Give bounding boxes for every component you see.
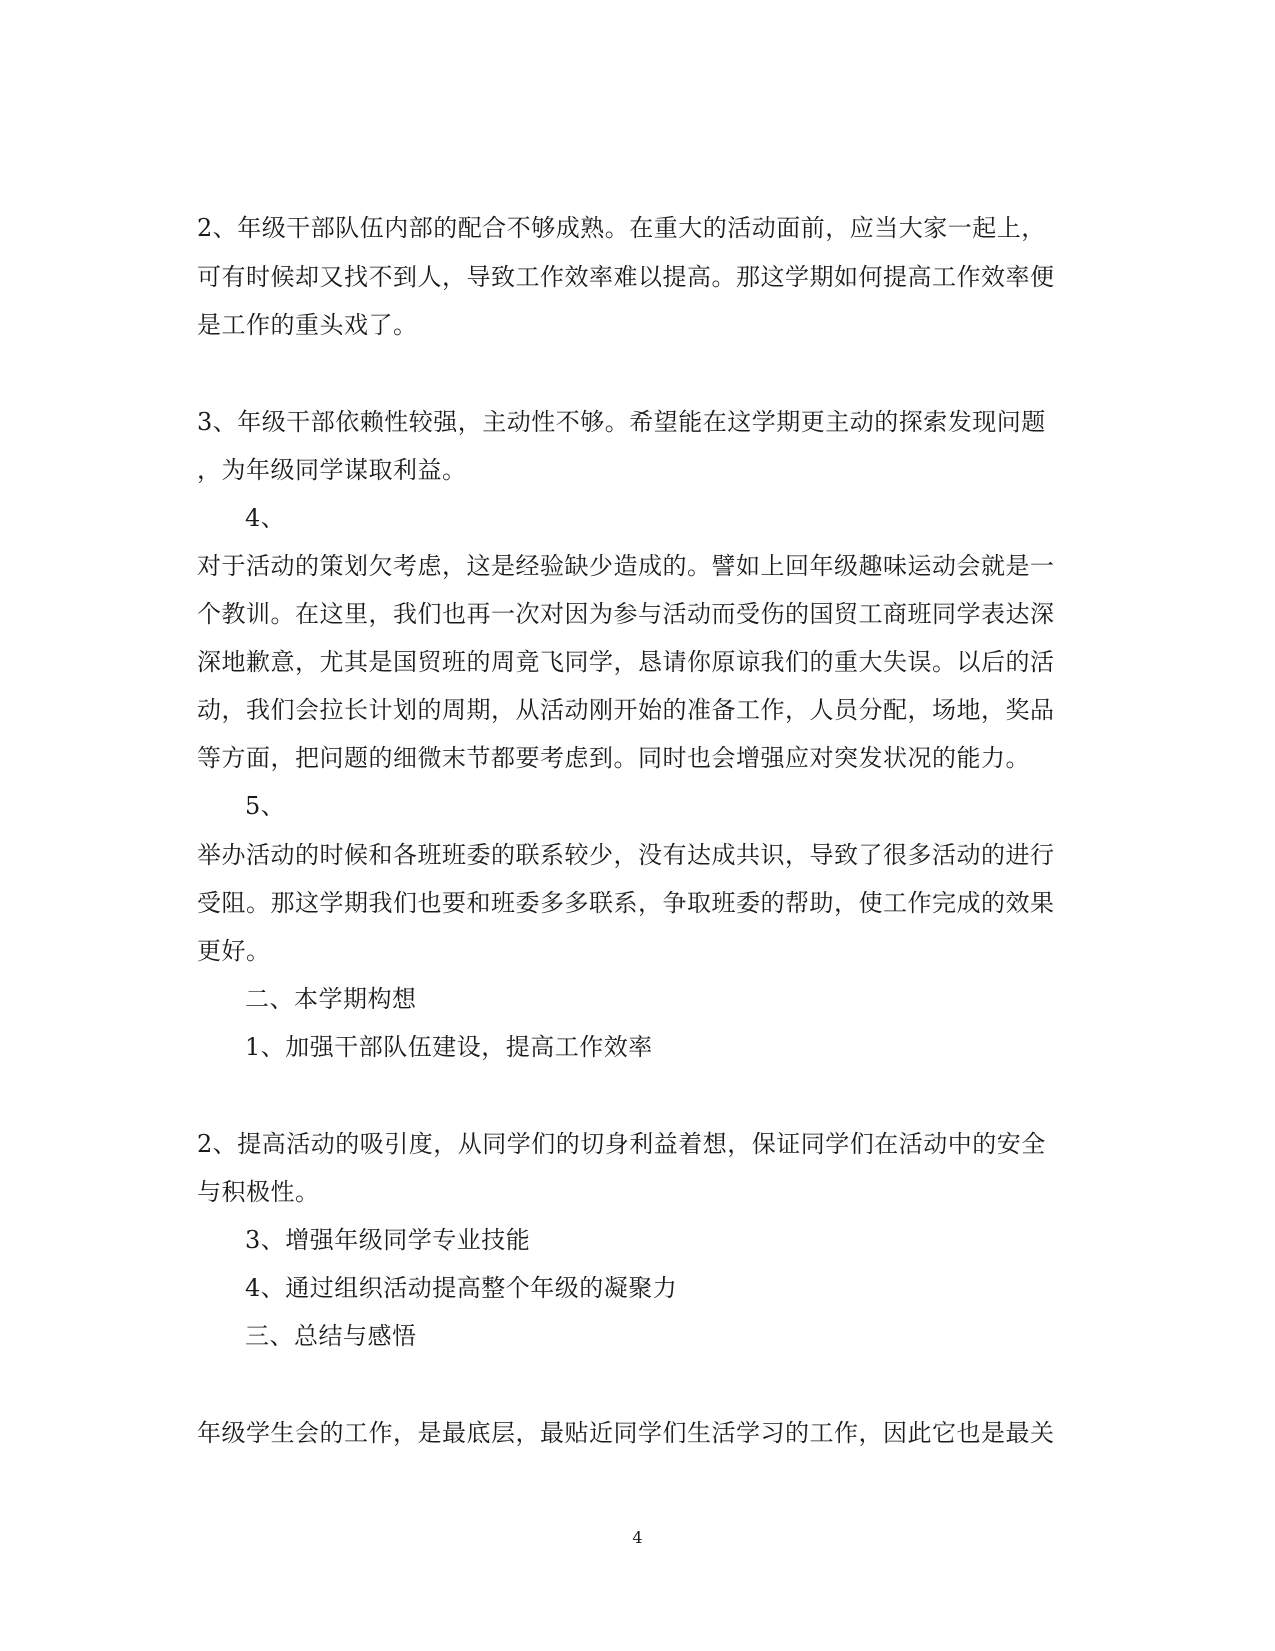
text-line: 与积极性。 xyxy=(197,1178,320,1206)
text-line: 更好。 xyxy=(197,937,271,965)
text-line: 可有时候却又找不到人，导致工作效率难以提高。那这学期如何提高工作效率便 xyxy=(197,263,1055,291)
text-line: 2、提高活动的吸引度，从同学们的切身利益着想，保证同学们在活动中的安全 xyxy=(197,1130,1046,1158)
text-line: 深地歉意，尤其是国贸班的周竟飞同学，恳请你原谅我们的重大失误。以后的活 xyxy=(197,648,1055,676)
list-item: 3、增强年级同学专业技能 xyxy=(245,1226,531,1254)
section-heading: 二、本学期构想 xyxy=(245,985,417,1013)
list-item: 1、加强干部队伍建设，提高工作效率 xyxy=(245,1033,653,1061)
text-line: 动，我们会拉长计划的周期，从活动刚开始的准备工作，人员分配，场地，奖品 xyxy=(197,696,1055,724)
text-line: 3、年级干部依赖性较强，主动性不够。希望能在这学期更主动的探索发现问题 xyxy=(197,408,1046,436)
list-number: 4、 xyxy=(245,504,286,532)
text-line: 年级学生会的工作，是最底层，最贴近同学们生活学习的工作，因此它也是最关 xyxy=(197,1419,1055,1447)
page-number: 4 xyxy=(632,1528,643,1547)
list-item: 4、通过组织活动提高整个年级的凝聚力 xyxy=(245,1274,678,1302)
list-number: 5、 xyxy=(245,792,286,820)
text-line: 个教训。在这里，我们也再一次对因为参与活动而受伤的国贸工商班同学表达深 xyxy=(197,600,1055,628)
text-line: 举办活动的时候和各班班委的联系较少，没有达成共识，导致了很多活动的进行 xyxy=(197,841,1055,869)
text-line: 对于活动的策划欠考虑，这是经验缺少造成的。譬如上回年级趣味运动会就是一 xyxy=(197,552,1055,580)
section-heading: 三、总结与感悟 xyxy=(245,1322,417,1350)
text-line: ，为年级同学谋取利益。 xyxy=(197,456,467,484)
text-line: 受阻。那这学期我们也要和班委多多联系，争取班委的帮助，使工作完成的效果 xyxy=(197,889,1055,917)
text-line: 2、年级干部队伍内部的配合不够成熟。在重大的活动面前，应当大家一起上， xyxy=(197,214,1046,242)
text-line: 是工作的重头戏了。 xyxy=(197,311,418,339)
text-line: 等方面，把问题的细微末节都要考虑到。同时也会增强应对突发状况的能力。 xyxy=(197,744,1030,772)
